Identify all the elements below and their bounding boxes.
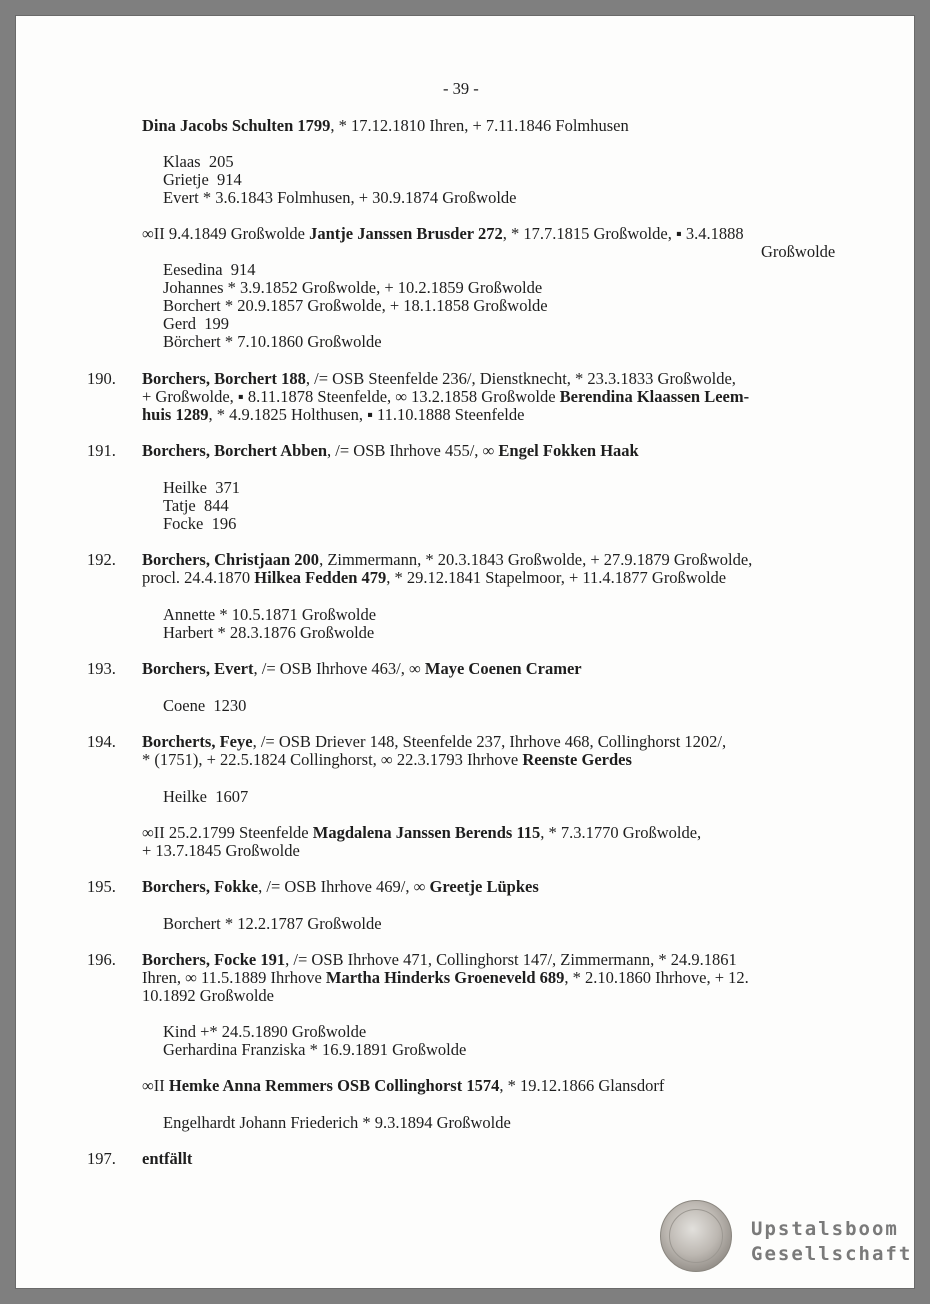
entry-number: 192. — [87, 550, 116, 569]
page-number: - 39 - — [443, 79, 479, 98]
text-line: Klaas 205 — [163, 152, 234, 171]
society-seal-icon — [660, 1200, 732, 1272]
text-line: Eesedina 914 — [163, 260, 256, 279]
text-line: Johannes * 3.9.1852 Großwolde, + 10.2.1859 Großwolde — [163, 278, 543, 297]
text-line: ∞II 25.2.1799 Steenfelde Magdalena Janssen Berends 115, * 7.3.1770 Großwolde, — [142, 823, 702, 842]
entry-number: 190. — [87, 369, 116, 388]
entry-number: 197. — [87, 1149, 116, 1168]
text-line: Borchers, Borchert 188, /= OSB Steenfelde 236/, Dienstknecht, * 23.3.1833 Großwolde, — [142, 369, 736, 388]
text-line: Ihren, ∞ 11.5.1889 Ihrhove Martha Hinderks Groeneveld 689, * 2.10.1860 Ihrhove, + 12. — [142, 968, 749, 987]
text-line: Börchert * 7.10.1860 Großwolde — [163, 332, 382, 351]
text-line: Grietje 914 — [163, 170, 242, 189]
text-line: Tatje 844 — [163, 496, 229, 515]
logo-line-1: Upstalsboom — [751, 1218, 899, 1240]
text-line: Gerd 199 — [163, 314, 229, 333]
text-line: ∞II Hemke Anna Remmers OSB Collinghorst 1574, * 19.12.1866 Glansdorf — [142, 1076, 665, 1095]
entry-number: 193. — [87, 659, 116, 678]
entry-number: 194. — [87, 732, 116, 751]
text-line: Borchers, Focke 191, /= OSB Ihrhove 471, Collinghorst 147/, Zimmermann, * 24.9.1861 — [142, 950, 737, 969]
text-line: Heilke 1607 — [163, 787, 249, 806]
text-line: Kind +* 24.5.1890 Großwolde — [163, 1022, 367, 1041]
text-line: Heilke 371 — [163, 478, 240, 497]
text-line: Coene 1230 — [163, 696, 247, 715]
text-line: 10.1892 Großwolde — [142, 986, 274, 1005]
logo-line-2: Gesellschaft — [751, 1243, 913, 1265]
text-line: Borchers, Christjaan 200, Zimmermann, * 20.3.1843 Großwolde, + 27.9.1879 Großwolde, — [142, 550, 753, 569]
text-line: Evert * 3.6.1843 Folmhusen, + 30.9.1874 Großwolde — [163, 188, 517, 207]
text-line: Annette * 10.5.1871 Großwolde — [163, 605, 377, 624]
text-line: Harbert * 28.3.1876 Großwolde — [163, 623, 375, 642]
text-line: Großwolde — [761, 242, 836, 261]
text-line: Engelhardt Johann Friederich * 9.3.1894 Großwolde — [163, 1113, 511, 1132]
text-line: + Großwolde, ▪ 8.11.1878 Steenfelde, ∞ 13.2.1858 Großwolde Berendina Klaassen Leem- — [142, 387, 750, 406]
text-line: Borchert * 12.2.1787 Großwolde — [163, 914, 382, 933]
document-page — [15, 15, 915, 1289]
text-line: Dina Jacobs Schulten 1799, * 17.12.1810 Ihren, + 7.11.1846 Folmhusen — [142, 116, 629, 135]
text-line: procl. 24.4.1870 Hilkea Fedden 479, * 29.12.1841 Stapelmoor, + 11.4.1877 Großwolde — [142, 568, 727, 587]
text-line: Gerhardina Franziska * 16.9.1891 Großwolde — [163, 1040, 467, 1059]
text-line: Borchers, Borchert Abben, /= OSB Ihrhove 455/, ∞ Engel Fokken Haak — [142, 441, 639, 460]
entry-number: 191. — [87, 441, 116, 460]
text-line: entfällt — [142, 1149, 193, 1168]
text-line: + 13.7.1845 Großwolde — [142, 841, 300, 860]
entry-number: 195. — [87, 877, 116, 896]
entry-number: 196. — [87, 950, 116, 969]
text-line: ∞II 9.4.1849 Großwolde Jantje Janssen Brusder 272, * 17.7.1815 Großwolde, ▪ 3.4.1888 — [142, 224, 744, 243]
text-line: huis 1289, * 4.9.1825 Holthusen, ▪ 11.10.1888 Steenfelde — [142, 405, 525, 424]
text-line: Borcherts, Feye, /= OSB Driever 148, Steenfelde 237, Ihrhove 468, Collinghorst 1202/, — [142, 732, 727, 751]
text-line: Focke 196 — [163, 514, 237, 533]
text-line: * (1751), + 22.5.1824 Collinghorst, ∞ 22.3.1793 Ihrhove Reenste Gerdes — [142, 750, 632, 769]
text-line: Borchert * 20.9.1857 Großwolde, + 18.1.1858 Großwolde — [163, 296, 548, 315]
text-line: Borchers, Evert, /= OSB Ihrhove 463/, ∞ Maye Coenen Cramer — [142, 659, 582, 678]
text-line: Borchers, Fokke, /= OSB Ihrhove 469/, ∞ Greetje Lüpkes — [142, 877, 539, 896]
